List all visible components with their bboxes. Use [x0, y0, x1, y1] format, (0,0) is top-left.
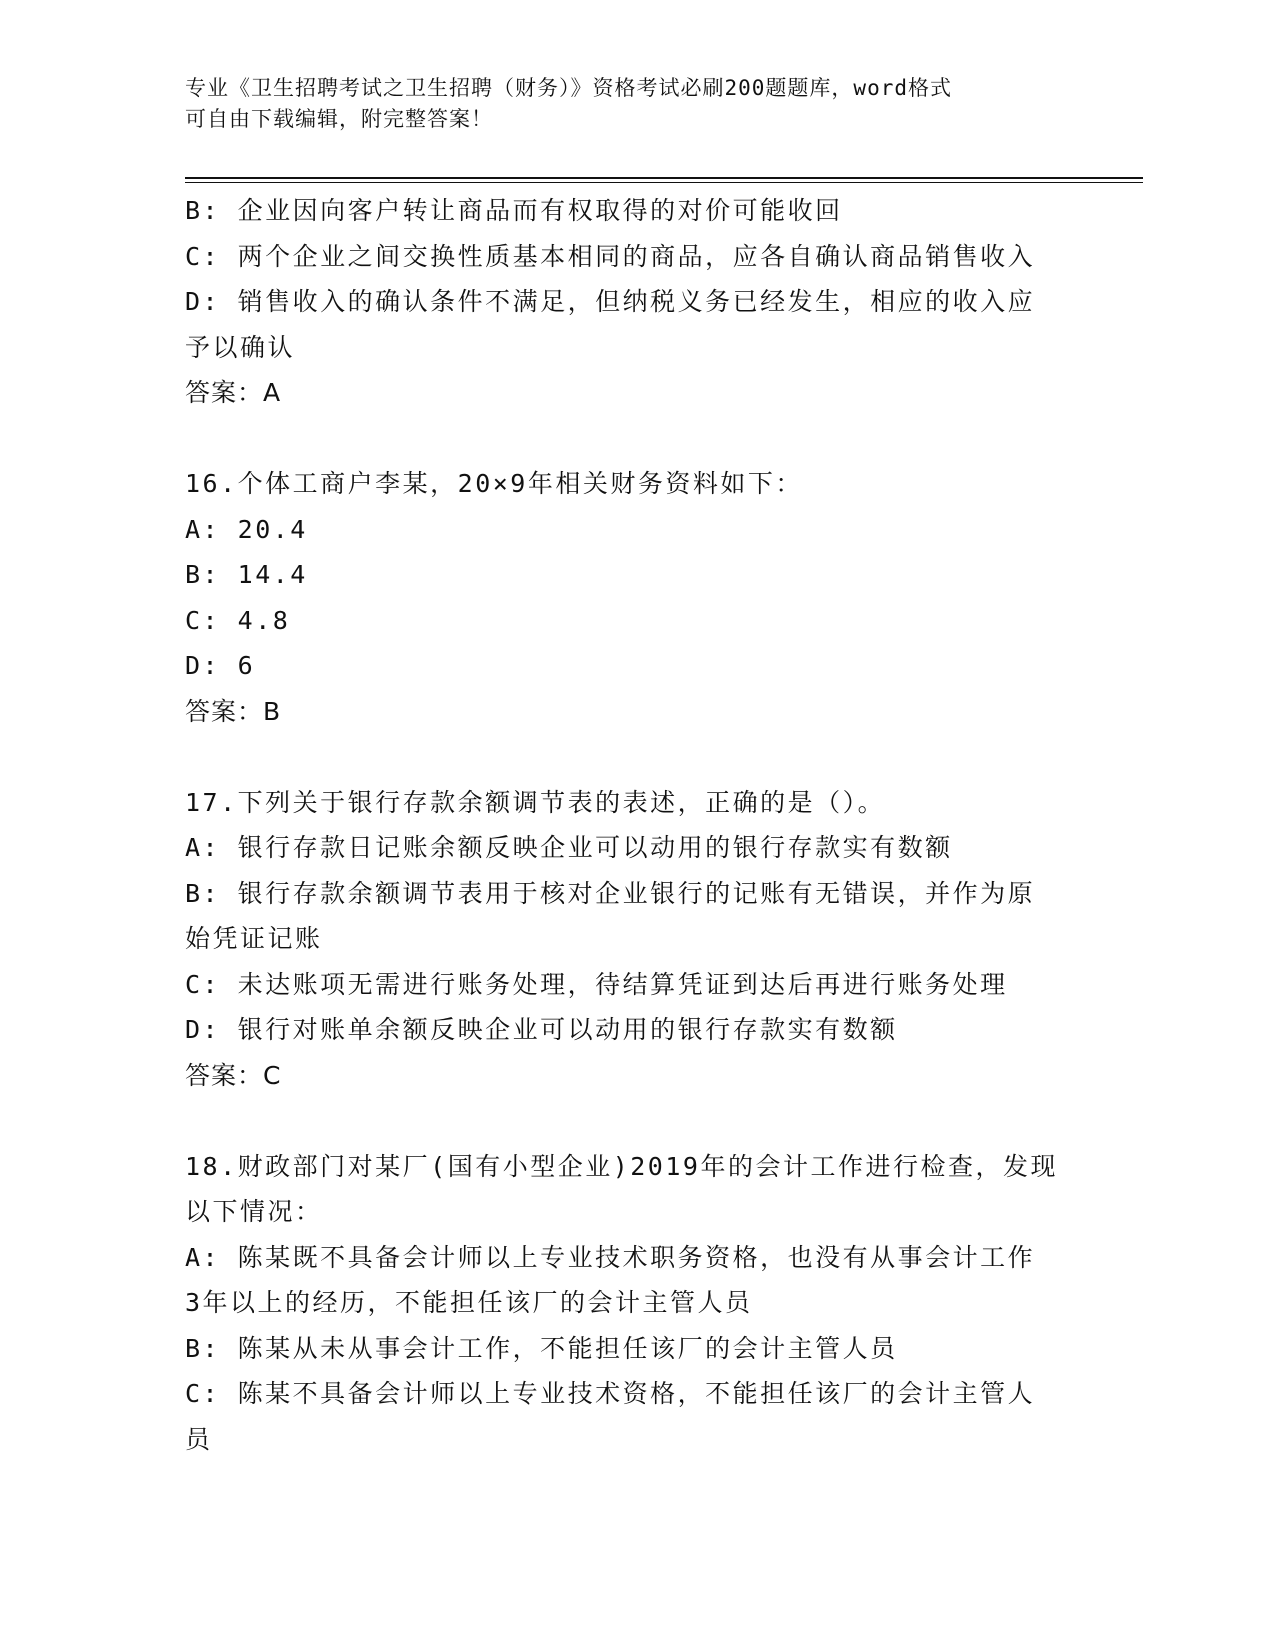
- question-17: [185, 780, 1065, 1099]
- q18-option-a-line-2: 3年以上的经历，不能担任该厂的会计主管人员: [185, 1288, 753, 1317]
- page-header: [185, 73, 1065, 135]
- q16-answer: 答案：B: [185, 696, 282, 726]
- spacer: [185, 1098, 1065, 1144]
- header-title-line-1: 专业《卫生招聘考试之卫生招聘（财务）》资格考试必刷200题题库，word格式: [185, 76, 952, 100]
- q16-option-c: C: 4.8: [185, 605, 291, 635]
- q18-option-c-line-2: 员: [185, 1424, 213, 1454]
- q15-option-c: C: 两个企业之间交换性质基本相同的商品，应各自确认商品销售收入: [185, 241, 1036, 271]
- question-16: [185, 461, 1065, 734]
- q17-option-c: C: 未达账项无需进行账务处理，待结算凭证到达后再进行账务处理: [185, 969, 1008, 999]
- q17-option-b-line-2: 始凭证记账: [185, 924, 323, 953]
- q16-stem: 16.个体工商户李某，20×9年相关财务资料如下：: [185, 469, 803, 498]
- question-15: [185, 188, 1065, 416]
- q18-option-b: B: 陈某从未从事会计工作，不能担任该厂的会计主管人员: [185, 1333, 898, 1363]
- q18-stem-line-1: 18.财政部门对某厂(国有小型企业)2019年的会计工作进行检查，发现: [185, 1151, 1058, 1181]
- header-divider-thin: [185, 182, 1143, 183]
- q17-option-d: D: 银行对账单余额反映企业可以动用的银行存款实有数额: [185, 1015, 898, 1044]
- q15-option-d-line-2: 予以确认: [185, 332, 296, 362]
- question-18: [185, 1144, 1065, 1463]
- question-content: [185, 188, 1065, 1462]
- q15-option-d-line-1: D: 销售收入的确认条件不满足，但纳税义务已经发生，相应的收入应: [185, 287, 1036, 316]
- q16-option-a: A: 20.4: [185, 514, 308, 544]
- header-divider-thick: [185, 177, 1143, 179]
- q17-answer: 答案：C: [185, 1060, 282, 1090]
- spacer: [185, 416, 1065, 462]
- q18-option-c-line-1: C: 陈某不具备会计师以上专业技术资格，不能担任该厂的会计主管人: [185, 1379, 1036, 1408]
- q17-option-a: A: 银行存款日记账余额反映企业可以动用的银行存款实有数额: [185, 833, 953, 862]
- q16-option-b: B: 14.4: [185, 560, 308, 589]
- q15-option-b: B: 企业因向客户转让商品而有权取得的对价可能收回: [185, 196, 843, 225]
- q15-answer: 答案：A: [185, 378, 282, 407]
- q17-stem: 17.下列关于银行存款余额调节表的表述，正确的是（）。: [185, 787, 886, 817]
- q17-option-b-line-1: B: 银行存款余额调节表用于核对企业银行的记账有无错误，并作为原: [185, 878, 1036, 908]
- q16-option-d: D: 6: [185, 651, 256, 680]
- spacer: [185, 734, 1065, 780]
- header-title-line-2: 可自由下载编辑，附完整答案！: [185, 107, 493, 131]
- q18-option-a-line-1: A: 陈某既不具备会计师以上专业技术职务资格，也没有从事会计工作: [185, 1242, 1036, 1272]
- q18-stem-line-2: 以下情况：: [185, 1197, 323, 1226]
